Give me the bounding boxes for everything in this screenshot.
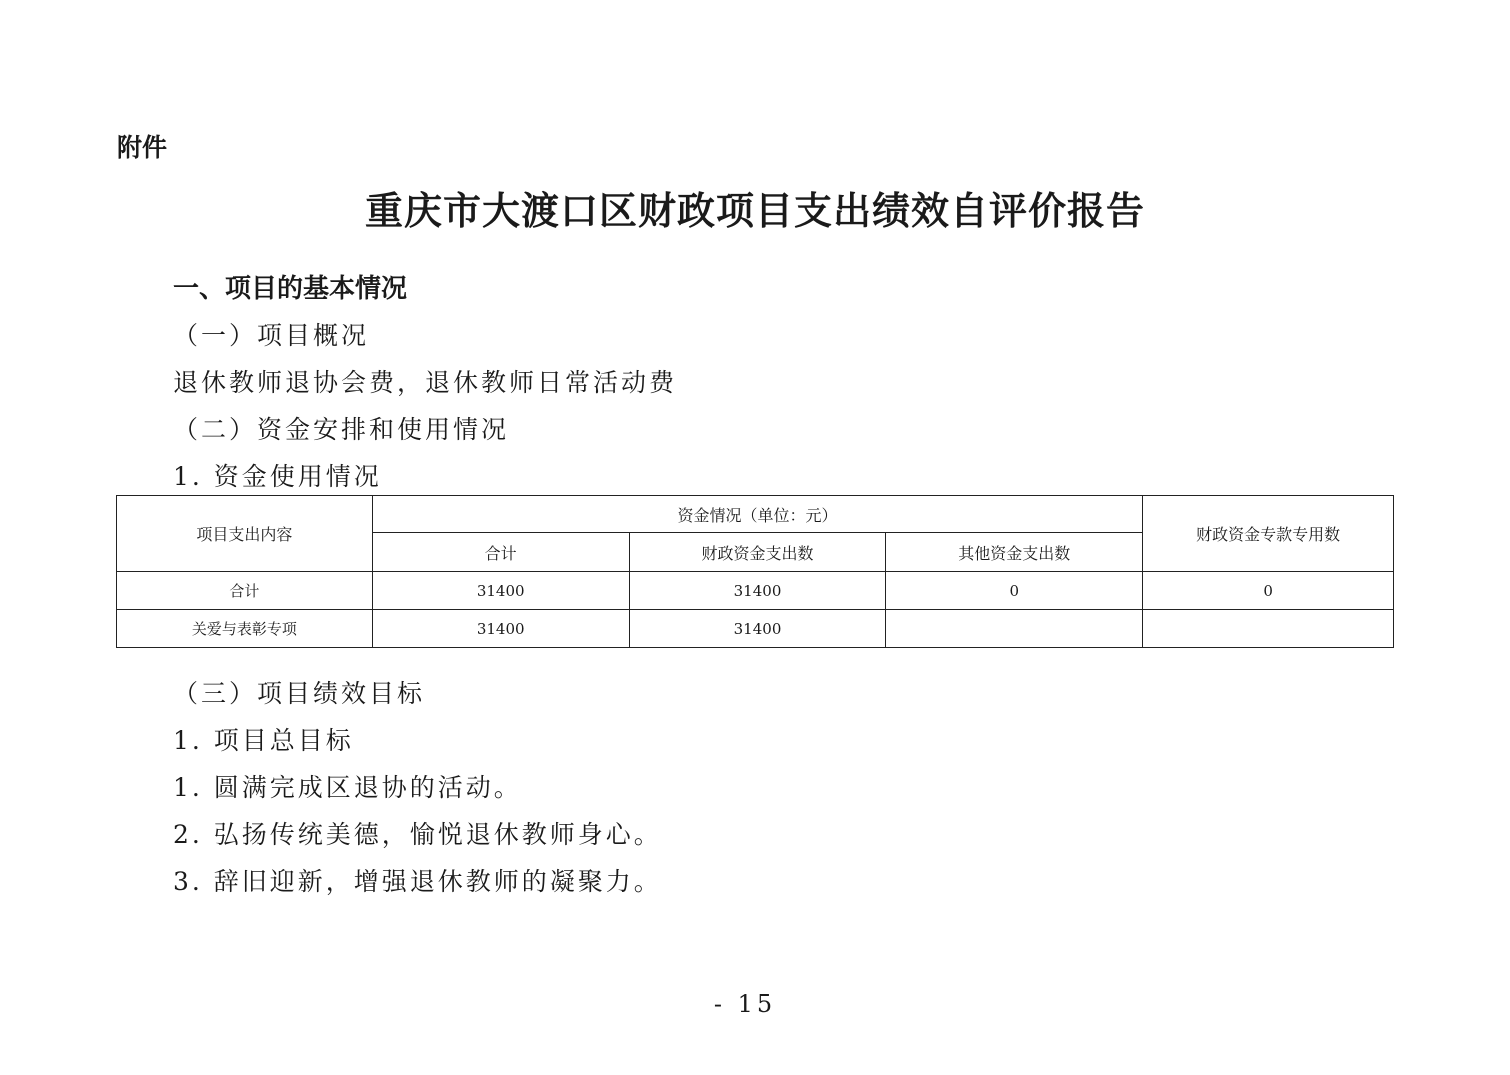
- cell-other: [886, 610, 1143, 648]
- document-title: 重庆市大渡口区财政项目支出绩效自评价报告: [364, 189, 1145, 233]
- attachment-label: 附件: [117, 133, 168, 162]
- cell-total: 31400: [372, 610, 629, 648]
- cell-other: 0: [886, 572, 1143, 610]
- table-row: [117, 572, 1394, 610]
- funds-usage-heading: 1. 资金使用情况: [173, 462, 382, 491]
- goal-item: 1. 圆满完成区退协的活动。: [173, 773, 522, 802]
- header-fiscal: 财政资金支出数: [629, 533, 886, 572]
- section-heading-basic-info: 一、项目的基本情况: [173, 274, 408, 304]
- header-funds-group: 资金情况（单位：元）: [372, 496, 1142, 533]
- cell-special: 0: [1143, 572, 1394, 610]
- funds-table: [116, 495, 1394, 648]
- header-special: 财政资金专款专用数: [1143, 496, 1394, 572]
- subsection-heading-goals: （三）项目绩效目标: [173, 679, 426, 708]
- header-total: 合计: [372, 533, 629, 572]
- cell-fiscal: 31400: [629, 572, 886, 610]
- header-item: 项目支出内容: [117, 496, 373, 572]
- table-row: [117, 610, 1394, 648]
- cell-special: [1143, 610, 1394, 648]
- goal-item: 2. 弘扬传统美德，愉悦退休教师身心。: [173, 820, 662, 849]
- subsection-heading-overview: （一）项目概况: [173, 321, 370, 350]
- overall-goal-heading: 1. 项目总目标: [173, 726, 354, 755]
- cell-item: 合计: [117, 572, 373, 610]
- cell-fiscal: 31400: [629, 610, 886, 648]
- subsection-heading-funds: （二）资金安排和使用情况: [173, 415, 510, 444]
- overview-text: 退休教师退协会费，退休教师日常活动费: [173, 368, 678, 397]
- cell-total: 31400: [372, 572, 629, 610]
- page-number: - 15: [713, 990, 777, 1018]
- header-other: 其他资金支出数: [886, 533, 1143, 572]
- cell-item: 关爱与表彰专项: [117, 610, 373, 648]
- goal-item: 3. 辞旧迎新，增强退休教师的凝聚力。: [173, 867, 662, 896]
